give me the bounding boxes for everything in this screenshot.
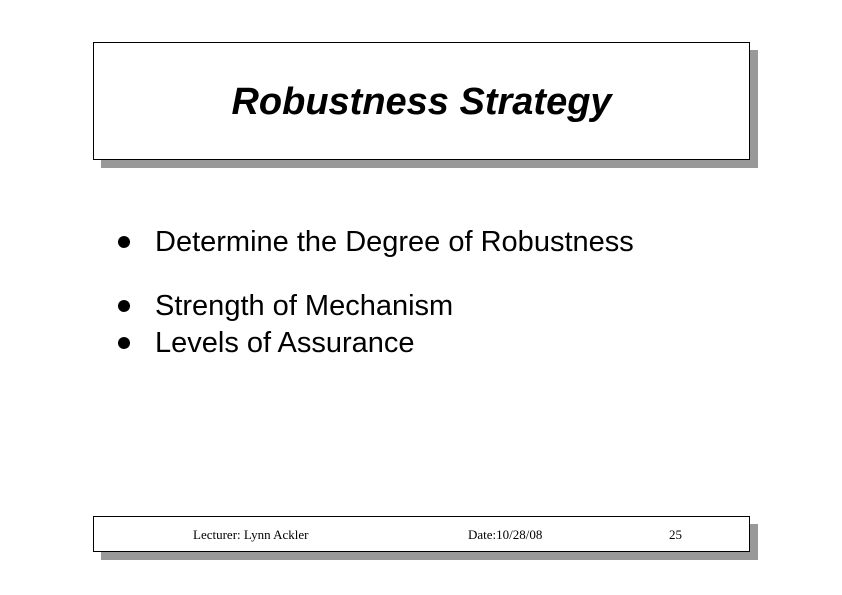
bullet-text: Determine the Degree of Robustness bbox=[155, 225, 634, 258]
bullet-item bbox=[112, 286, 453, 326]
bullet-item bbox=[112, 222, 634, 262]
bullet-text: Levels of Assurance bbox=[155, 326, 415, 359]
title-box bbox=[93, 42, 750, 160]
footer-box bbox=[93, 516, 750, 552]
bullet-text: Strength of Mechanism bbox=[155, 289, 454, 322]
bullet-dot-icon bbox=[118, 337, 130, 349]
footer-lecturer: Lecturer: Lynn Ackler bbox=[193, 527, 309, 542]
footer-date: Date:10/28/08 bbox=[468, 527, 543, 542]
slide-title: Robustness Strategy bbox=[231, 80, 612, 123]
footer-page-number: 25 bbox=[669, 527, 682, 542]
bullet-dot-icon bbox=[118, 236, 130, 248]
bullet-dot-icon bbox=[118, 300, 130, 312]
bullet-item bbox=[112, 323, 415, 363]
